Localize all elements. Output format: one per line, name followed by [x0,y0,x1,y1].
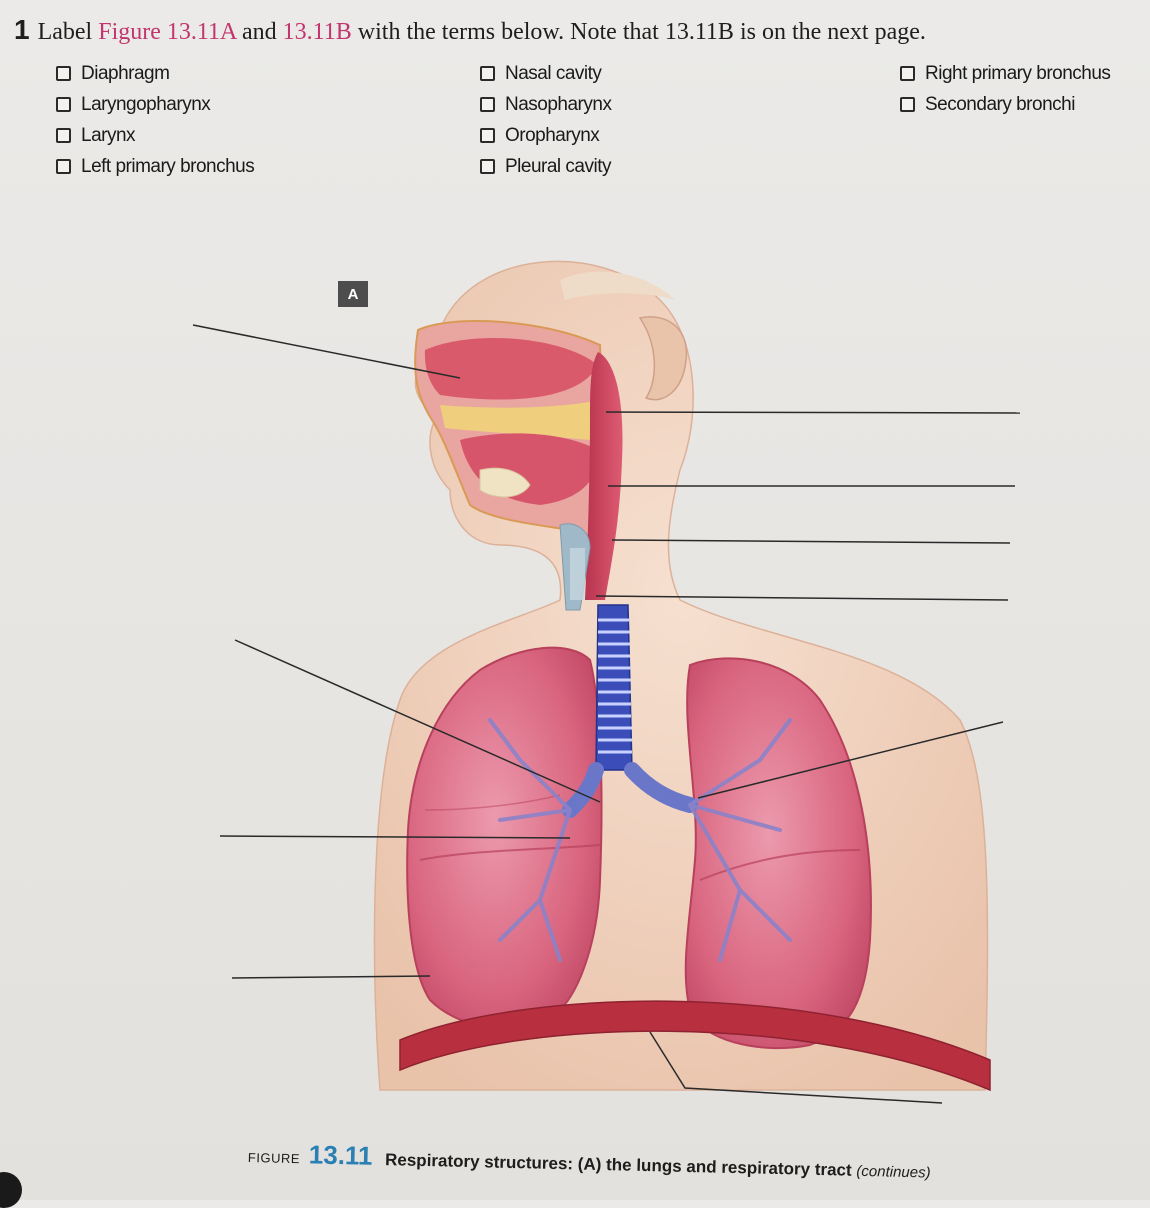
figure-a-reference[interactable]: Figure 13.11A [98,19,236,45]
term-label: Pleural cavity [505,155,611,177]
exercise-number: 1 [14,14,30,45]
term-label: Secondary bronchi [925,93,1075,115]
caption-figure-number: 13.11 [308,1139,373,1171]
term-label: Diaphragm [81,62,170,84]
heading-text-2: and [236,19,283,45]
term-label: Nasal cavity [505,62,602,84]
caption-text: Respiratory structures: (A) the lungs and respiratory tract [384,1150,852,1180]
heading-text-1: Label [37,19,99,45]
term-label: Larynx [81,124,136,146]
leader-line[interactable] [606,412,1020,413]
leader-line[interactable] [612,540,1010,543]
caption-continues-note: (continues) [856,1162,931,1182]
term-label: Oropharynx [505,124,600,146]
term-label: Laryngopharynx [81,93,211,115]
panel-a-label: A [338,281,368,307]
term-label: Right primary bronchus [925,62,1111,84]
heading-text-3: with the terms below. Note that 13.11B is on the next page. [351,19,926,45]
figure-b-reference[interactable]: 13.11B [282,19,352,45]
caption-lead: FIGURE [247,1150,301,1167]
term-label: Nasopharynx [505,93,612,115]
term-label: Left primary bronchus [81,155,255,177]
